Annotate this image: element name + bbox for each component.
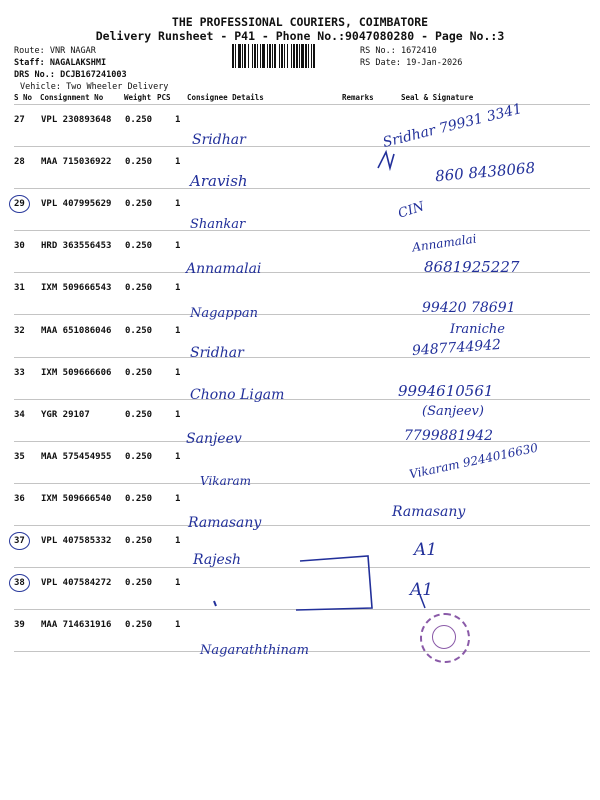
hw-signature: Sridhar 79931 3341 bbox=[381, 100, 524, 152]
row-weight: 0.250 bbox=[125, 452, 153, 462]
row-sno: 35 bbox=[14, 452, 25, 462]
row-pcs: 1 bbox=[175, 157, 181, 167]
row-pcs: 1 bbox=[175, 578, 181, 588]
hw-signature: 99420 78691 bbox=[422, 300, 516, 316]
row-weight: 0.250 bbox=[125, 620, 153, 630]
row-sno: 30 bbox=[14, 241, 25, 251]
hw-name: Nagappan bbox=[190, 306, 258, 321]
hw-signature: 9487744942 bbox=[411, 336, 502, 360]
row-pcs: 1 bbox=[175, 115, 181, 125]
row-weight: 0.250 bbox=[125, 536, 153, 546]
ditto-mark bbox=[214, 601, 216, 606]
row-consignment: MAA 575454955 bbox=[41, 452, 112, 462]
row-sno: 38 bbox=[14, 578, 25, 588]
row-weight: 0.250 bbox=[125, 115, 153, 125]
drs-line bbox=[14, 69, 127, 81]
row-pcs: 1 bbox=[175, 241, 181, 251]
row-divider bbox=[14, 567, 590, 568]
hw-name: Aravish bbox=[190, 172, 248, 190]
circle-mark bbox=[9, 574, 30, 592]
row-consignment: VPL 407585332 bbox=[41, 536, 112, 546]
hw-signature: Ramasany bbox=[392, 504, 466, 520]
row-divider bbox=[14, 399, 590, 400]
hw-signature: Iraniche bbox=[450, 322, 505, 337]
hw-name: Chono Ligam bbox=[190, 387, 285, 403]
row-sno: 32 bbox=[14, 326, 25, 336]
row-pcs: 1 bbox=[175, 536, 181, 546]
row-sno: 39 bbox=[14, 620, 25, 630]
row-weight: 0.250 bbox=[125, 326, 153, 336]
vehicle-value: Two Wheeler Delivery bbox=[66, 82, 169, 92]
row-weight: 0.250 bbox=[125, 368, 153, 378]
row-sno: 34 bbox=[14, 410, 25, 420]
row-consignment: IXM 509666543 bbox=[41, 283, 112, 293]
row-consignment: MAA 714631916 bbox=[41, 620, 112, 630]
route-value: VNR NAGAR bbox=[49, 46, 96, 56]
row-sno: 37 bbox=[14, 536, 25, 546]
vehicle-label: Vehicle: bbox=[20, 82, 61, 92]
circle-mark bbox=[9, 532, 30, 550]
row-weight: 0.250 bbox=[125, 410, 153, 420]
staff-label: Staff: bbox=[14, 58, 45, 68]
row-consignment: VPL 230893648 bbox=[41, 115, 112, 125]
row-pcs: 1 bbox=[175, 494, 181, 504]
hw-name: Sridhar bbox=[192, 132, 246, 148]
rs-date-value: 19-Jan-2026 bbox=[406, 58, 463, 68]
row-pcs: 1 bbox=[175, 283, 181, 293]
col-weight: Weight bbox=[124, 93, 152, 102]
row-divider bbox=[14, 188, 590, 189]
row-consignment: IXM 509666540 bbox=[41, 494, 112, 504]
circle-mark bbox=[9, 195, 30, 213]
hw-name: Nagaraththinam bbox=[200, 643, 309, 658]
hw-signature: (Sanjeev) bbox=[422, 404, 484, 419]
row-sno: 28 bbox=[14, 157, 25, 167]
staff-value: NAGALAKSHMI bbox=[49, 58, 107, 68]
row-weight: 0.250 bbox=[125, 199, 153, 209]
hw-signature: Annamalai bbox=[411, 231, 478, 255]
route-label: Route: bbox=[14, 46, 45, 56]
rs-no-value: 1672410 bbox=[400, 46, 437, 56]
col-pcs: PCS bbox=[157, 93, 171, 102]
row-divider bbox=[14, 146, 590, 147]
runsheet-title: THE PROFESSIONAL COURIERS, COIMBATORE bbox=[171, 15, 429, 29]
hw-signature: A1 bbox=[410, 580, 434, 600]
row-pcs: 1 bbox=[175, 620, 181, 630]
col-sno: S No bbox=[14, 93, 33, 102]
hw-name: Sanjeev bbox=[186, 431, 242, 447]
hw-name: Rajesh bbox=[193, 552, 242, 568]
hw-signature: A1 bbox=[414, 540, 438, 560]
row-weight: 0.250 bbox=[125, 578, 153, 588]
row-divider bbox=[14, 483, 590, 484]
row-weight: 0.250 bbox=[125, 494, 153, 504]
bracket-mark bbox=[296, 556, 372, 610]
company-stamp bbox=[420, 613, 470, 663]
hw-name: Vikaram bbox=[200, 474, 251, 488]
hw-signature: 7799881942 bbox=[404, 428, 494, 444]
row-pcs: 1 bbox=[175, 452, 181, 462]
hw-signature: 9994610561 bbox=[398, 382, 494, 400]
rs-no-line bbox=[360, 45, 437, 57]
col-consignee: Consignee Details bbox=[187, 93, 264, 102]
row-consignment: VPL 407995629 bbox=[41, 199, 112, 209]
row-divider bbox=[14, 525, 590, 526]
row-divider bbox=[14, 609, 590, 610]
row-consignment: IXM 509666606 bbox=[41, 368, 112, 378]
row-sno: 31 bbox=[14, 283, 25, 293]
check-mark bbox=[378, 152, 394, 168]
row-weight: 0.250 bbox=[125, 283, 153, 293]
drs-value: DCJB167241003 bbox=[60, 70, 127, 80]
row-pcs: 1 bbox=[175, 368, 181, 378]
row-pcs: 1 bbox=[175, 326, 181, 336]
row-weight: 0.250 bbox=[125, 241, 153, 251]
col-remarks: Remarks bbox=[342, 93, 374, 102]
row-divider bbox=[14, 230, 590, 231]
route-line bbox=[14, 45, 96, 57]
hw-name: Ramasany bbox=[188, 515, 262, 531]
row-consignment: MAA 651086046 bbox=[41, 326, 112, 336]
row-pcs: 1 bbox=[175, 199, 181, 209]
col-consignment: Consignment No bbox=[40, 93, 104, 102]
row-sno: 29 bbox=[14, 199, 25, 209]
hw-signature: Vikaram 9244016630 bbox=[407, 440, 540, 482]
hw-name: Sridhar bbox=[190, 345, 244, 361]
col-seal: Seal & Signature bbox=[401, 93, 474, 102]
staff-line bbox=[14, 57, 106, 69]
hw-signature: CIN bbox=[396, 199, 427, 222]
hw-name: Annamalai bbox=[186, 261, 262, 277]
row-consignment: HRD 363556453 bbox=[41, 241, 112, 251]
row-sno: 33 bbox=[14, 368, 25, 378]
barcode-bar bbox=[313, 44, 315, 68]
row-consignment: YGR 29107 bbox=[41, 410, 90, 420]
rs-date-line bbox=[360, 57, 462, 69]
barcode bbox=[232, 44, 358, 68]
row-pcs: 1 bbox=[175, 410, 181, 420]
drs-label: DRS No.: bbox=[14, 70, 55, 80]
hw-signature: 860 8438068 bbox=[434, 158, 536, 186]
row-sno: 36 bbox=[14, 494, 25, 504]
hw-signature: 8681925227 bbox=[424, 258, 520, 276]
row-consignment: MAA 715036922 bbox=[41, 157, 112, 167]
row-weight: 0.250 bbox=[125, 157, 153, 167]
runsheet-subtitle: Delivery Runsheet - P41 - Phone No.:9047080280 - Page No.:3 bbox=[95, 29, 505, 43]
rs-no-label: RS No.: bbox=[360, 46, 396, 56]
hw-name: Shankar bbox=[190, 217, 246, 232]
row-divider bbox=[14, 441, 590, 442]
vehicle-line bbox=[20, 81, 168, 93]
row-sno: 27 bbox=[14, 115, 25, 125]
rs-date-label: RS Date: bbox=[360, 58, 401, 68]
row-consignment: VPL 407584272 bbox=[41, 578, 112, 588]
row-divider bbox=[14, 357, 590, 358]
